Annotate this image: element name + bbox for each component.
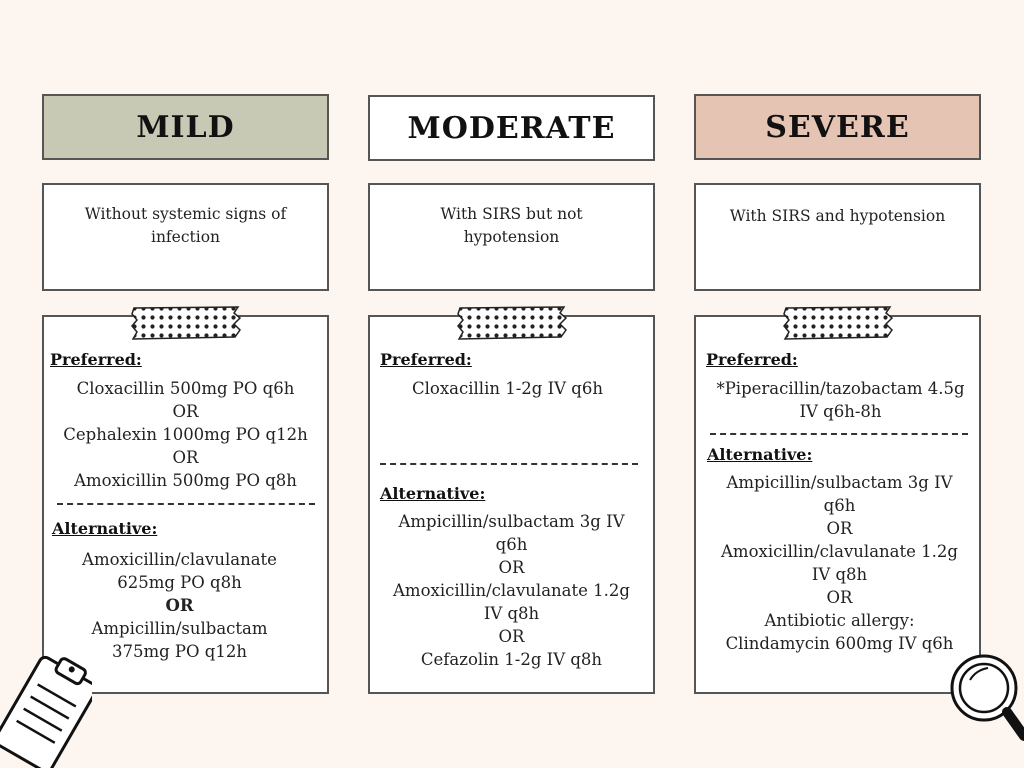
moderate-alternative-item: Cefazolin 1-2g IV q8h [420, 650, 603, 669]
moderate-alternative-item: Amoxicillin/clavulanate 1.2g [393, 581, 630, 600]
moderate-header [368, 95, 655, 161]
moderate-alternative-item: Ampicillin/sulbactam 3g IV [398, 512, 625, 531]
moderate-preferred-label: Preferred: [380, 350, 472, 369]
mild-preferred-item: Cephalexin 1000mg PO q12h [63, 425, 308, 444]
mild-alternative-item: 625mg PO q8h [117, 573, 242, 592]
severe-alternative-item: Clindamycin 600mg IV q6h [725, 634, 954, 653]
tape-decoration [456, 304, 568, 342]
moderate-alternative-label: Alternative: [380, 484, 486, 503]
mild-description-box [42, 183, 329, 291]
mild-preferred-item: Cloxacillin 500mg PO q6h [76, 379, 295, 398]
mild-description-line: infection [150, 228, 221, 246]
severe-alternative-item: q6h [823, 496, 856, 515]
mild-header [42, 94, 329, 160]
mild-preferred-item: Amoxicillin 500mg PO q8h [74, 471, 297, 490]
moderate-preferred-item: Cloxacillin 1-2g IV q6h [412, 379, 603, 398]
mild-alternative-item: OR [165, 596, 194, 615]
severe-preferred-item: IV q6h-8h [799, 402, 882, 421]
severe-description-box [694, 183, 981, 291]
moderate-description-box [368, 183, 655, 291]
mild-preferred-label: Preferred: [50, 350, 142, 369]
mild-description-line: Without systemic signs of [84, 205, 287, 223]
moderate-description-line: hypotension [463, 228, 560, 246]
severe-header [694, 94, 981, 160]
severe-preferred-label: Preferred: [706, 350, 798, 369]
mild-alternative-label: Alternative: [52, 519, 158, 538]
severe-alternative-item: IV q8h [811, 565, 868, 584]
moderate-alternative-item: IV q8h [483, 604, 540, 623]
mild-alternative-item: Amoxicillin/clavulanate [82, 550, 277, 569]
mild-divider [57, 503, 315, 505]
moderate-divider [380, 463, 638, 465]
moderate-alternative-item: q6h [495, 535, 528, 554]
tape-decoration [782, 304, 894, 342]
magnifying-glass-icon [944, 652, 1024, 768]
mild-title: MILD [136, 109, 235, 145]
severe-alternative-item: OR [826, 519, 853, 538]
moderate-alternative-item: OR [498, 627, 525, 646]
mild-preferred-item: OR [172, 448, 199, 467]
severe-alternative-item: Ampicillin/sulbactam 3g IV [726, 473, 953, 492]
severe-description-line: With SIRS and hypotension [729, 207, 946, 225]
severe-alternative-label: Alternative: [707, 445, 813, 464]
moderate-description-line: With SIRS but not [440, 205, 583, 223]
clipboard-icon [0, 652, 92, 768]
mild-preferred-item: OR [172, 402, 199, 421]
moderate-title: MODERATE [407, 110, 616, 146]
moderate-alternative-item: OR [498, 558, 525, 577]
severe-alternative-item: Amoxicillin/clavulanate 1.2g [721, 542, 958, 561]
mild-alternative-item: Ampicillin/sulbactam [91, 619, 268, 638]
mild-alternative-item: 375mg PO q12h [111, 642, 247, 661]
tape-decoration [130, 304, 242, 342]
severe-preferred-item: *Piperacillin/tazobactam 4.5g [716, 379, 965, 398]
severe-alternative-item: Antibiotic allergy: [764, 611, 915, 630]
severe-title: SEVERE [765, 109, 910, 145]
severe-divider [710, 433, 968, 435]
severe-alternative-item: OR [826, 588, 853, 607]
